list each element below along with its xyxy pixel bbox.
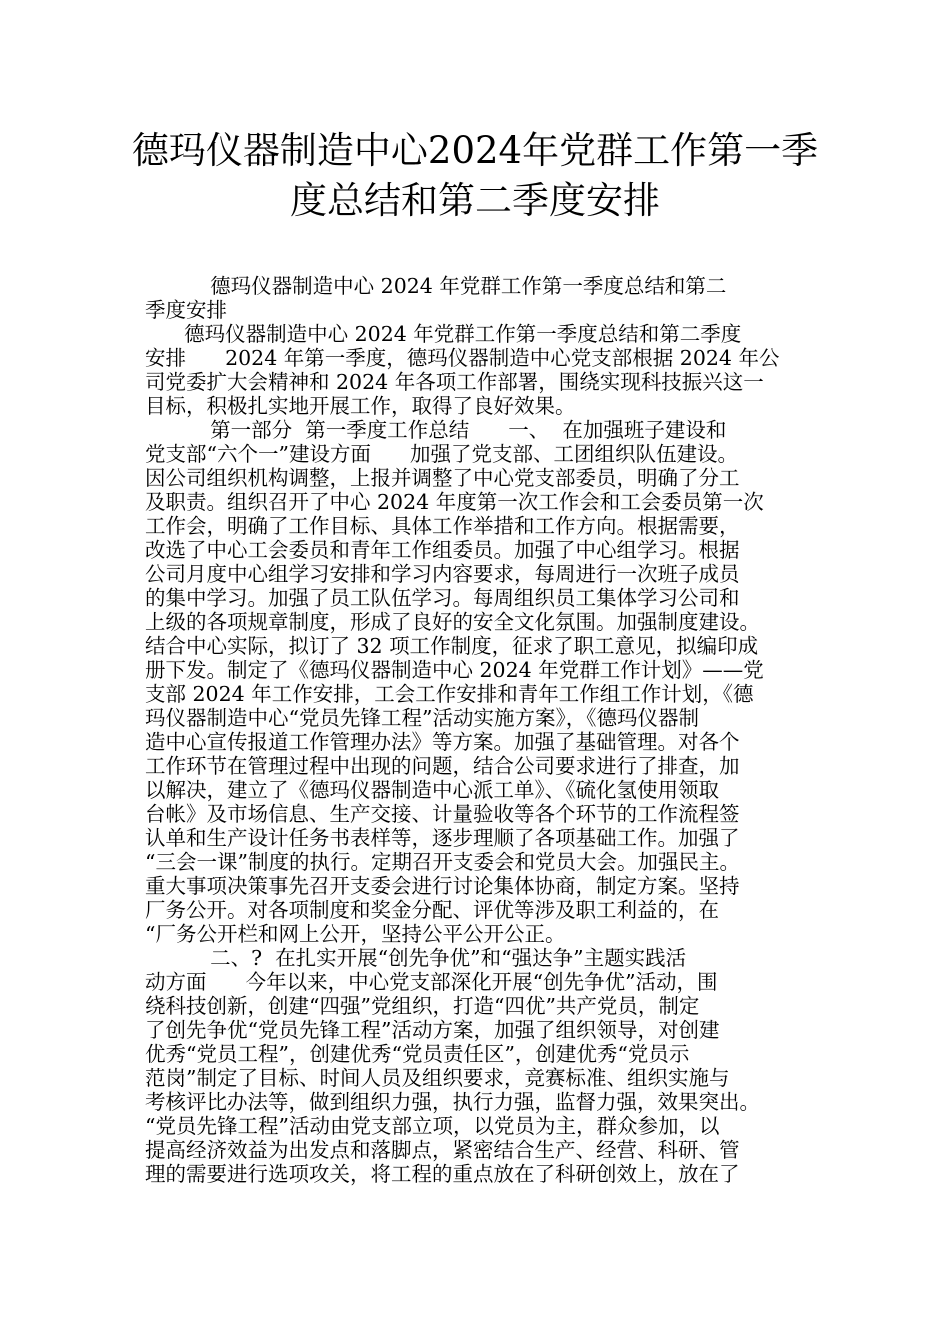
body-text-line: 范岗”制定了目标、时间人员及组织要求，竞赛标准、组织实施与 (145, 1066, 730, 1090)
body-text-line: 优秀“党员工程”，创建优秀“党员责任区”，创建优秀“党员示 (145, 1042, 690, 1066)
body-text-line: 改选了中心工会委员和青年工作组委员。加强了中心组学习。根据 (145, 538, 740, 562)
body-text-line: 公司月度中心组学习安排和学习内容要求，每周进行一次班子成员 (145, 562, 740, 586)
body-text-line: “厂务公开栏和网上公开，坚持公平公开公正。 (145, 922, 566, 946)
body-text-line: 因公司组织机构调整，上报并调整了中心党支部委员，明确了分工 (145, 466, 740, 490)
body-text-line: 绕科技创新，创建“四强”党组织，打造“四优”共产党员，制定 (145, 994, 700, 1018)
body-text-line: 季度安排 (145, 298, 227, 322)
body-text-line: 厂务公开。对各项制度和奖金分配、评优等涉及职工利益的，在 (145, 898, 719, 922)
body-text-line: 认单和生产设计任务书表样等，逐步理顺了各项基础工作。加强了 (145, 826, 740, 850)
body-text-line: 玛仪器制造中心“党员先锋工程”活动实施方案》，《德玛仪器制 (145, 706, 699, 730)
document-title (100, 126, 850, 226)
body-text-line: 了创先争优“党员先锋工程”活动方案，加强了组织领导，对创建 (145, 1018, 720, 1042)
title-line-2: 度总结和第二季度安排 (290, 179, 660, 222)
body-text-line: 德玛仪器制造中心 2024 年党群工作第一季度总结和第二 (145, 274, 727, 298)
body-text-line: 册下发。制定了《德玛仪器制造中心 2024 年党群工作计划》——党 (145, 658, 764, 682)
body-text-line: “三会一课”制度的执行。定期召开支委会和党员大会。加强民主。 (145, 850, 740, 874)
body-text-line: 结合中心实际，拟订了 32 项工作制度，征求了职工意见，拟编印成 (145, 634, 759, 658)
document-body (145, 274, 815, 1186)
body-text-line: 上级的各项规章制度，形成了良好的安全文化氛围。加强制度建设。 (145, 610, 760, 634)
body-text-line: 司党委扩大会精神和 2024 年各项工作部署，围绕实现科技振兴这一 (145, 370, 764, 394)
body-text-line: 考核评比办法等，做到组织力强，执行力强，监督力强，效果突出。 (145, 1090, 760, 1114)
body-text-line: 党支部“六个一”建设方面 加强了党支部、工团组织队伍建设。 (145, 442, 739, 466)
body-text-line: 重大事项决策事先召开支委会进行讨论集体协商，制定方案。坚持 (145, 874, 740, 898)
body-text-line: 及职责。组织召开了中心 2024 年度第一次工作会和工会委员第一次 (145, 490, 764, 514)
body-text-line: 支部 2024 年工作安排，工会工作安排和青年工作组工作计划，《德 (145, 682, 754, 706)
body-text-line: 第一部分 第一季度工作总结 一、 在加强班子建设和 (145, 418, 727, 442)
title-line-1: 德玛仪器制造中心2024年党群工作第一季 (131, 129, 819, 172)
body-text-line: 目标，积极扎实地开展工作，取得了良好效果。 (145, 394, 576, 418)
body-text-line: 动方面 今年以来，中心党支部深化开展“创先争优”活动，围 (145, 970, 718, 994)
body-text-line: 的集中学习。加强了员工队伍学习。每周组织员工集体学习公司和 (145, 586, 740, 610)
body-text-line: 以解决，建立了《德玛仪器制造中心派工单》、《硫化氢使用领取 (145, 778, 719, 802)
body-text-line: 台帐》及市场信息、生产交接、计量验收等各个环节的工作流程签 (145, 802, 740, 826)
body-text-line: 安排 2024 年第一季度，德玛仪器制造中心党支部根据 2024 年公 (145, 346, 780, 370)
body-text-line: 工作环节在管理过程中出现的问题，结合公司要求进行了排查，加 (145, 754, 740, 778)
body-text-line: “党员先锋工程”活动由党支部立项，以党员为主，群众参加，以 (145, 1114, 720, 1138)
body-text-line: 提高经济效益为出发点和落脚点，紧密结合生产、经营、科研、管 (145, 1138, 740, 1162)
body-text-line: 理的需要进行选项攻关，将工程的重点放在了科研创效上，放在了 (145, 1162, 740, 1186)
body-text-line: 工作会，明确了工作目标、具体工作举措和工作方向。根据需要， (145, 514, 740, 538)
body-text-line: 造中心宣传报道工作管理办法》等方案。加强了基础管理。对各个 (145, 730, 740, 754)
body-text-line: 德玛仪器制造中心 2024 年党群工作第一季度总结和第二季度 (145, 322, 742, 346)
body-text-line: 二、? 在扎实开展“创先争优”和“强达争”主题实践活 (145, 946, 687, 970)
